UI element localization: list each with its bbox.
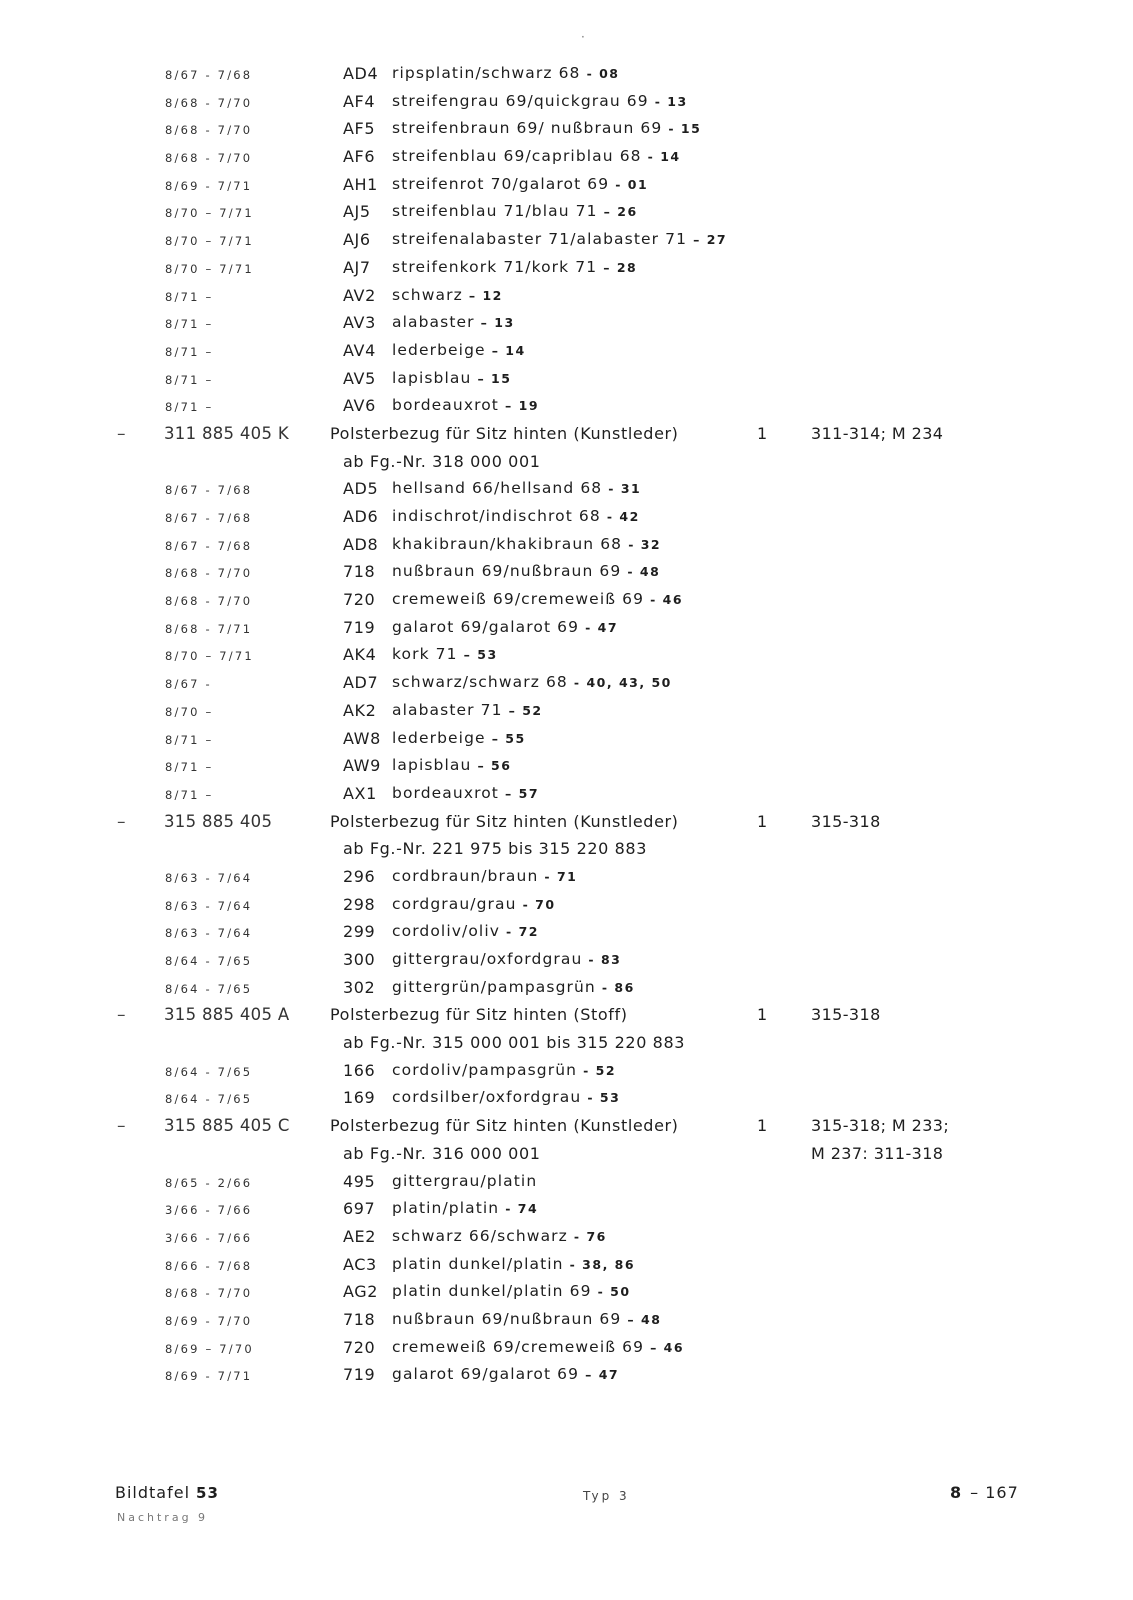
color-number: - 14 — [647, 149, 681, 165]
color-code: 166 — [343, 1060, 376, 1080]
color-number: - 42 — [606, 509, 640, 524]
color-code: AF4 — [343, 91, 376, 111]
color-code: 299 — [343, 922, 376, 942]
variant-row — [0, 479, 1133, 507]
color-code: AX1 — [343, 783, 377, 803]
color-name: nußbraun 69/nußbraun 69 — [392, 1309, 622, 1328]
color-description — [392, 922, 539, 940]
validity-dates: 8/71 – — [165, 289, 214, 304]
variant-row — [0, 950, 1133, 978]
color-description — [392, 1338, 684, 1356]
color-number: – 14 — [491, 342, 526, 358]
color-number: – 26 — [603, 204, 638, 220]
variant-row — [0, 1365, 1133, 1393]
color-description — [392, 895, 556, 913]
color-number: – 28 — [603, 259, 638, 275]
variant-row — [0, 175, 1133, 203]
color-code: AV5 — [343, 368, 376, 388]
color-description — [392, 1255, 635, 1273]
validity-dates: 8/63 - 7/64 — [165, 870, 253, 885]
color-code: AV2 — [343, 285, 376, 305]
validity-dates: 8/66 - 7/68 — [165, 1258, 253, 1273]
part-number: 315 885 405 A — [164, 1005, 290, 1025]
color-name: streifenblau 69/capriblau 68 — [392, 147, 642, 166]
color-description — [392, 701, 543, 719]
validity-dates: 8/68 - 7/70 — [165, 123, 253, 138]
color-name: schwarz/schwarz 68 — [392, 673, 568, 692]
validity-dates: 8/68 - 7/70 — [165, 566, 253, 581]
variant-row — [0, 1227, 1133, 1255]
color-name: platin dunkel/platin 69 — [392, 1282, 592, 1301]
variant-row — [0, 1338, 1133, 1366]
color-number: – 27 — [693, 232, 728, 248]
color-number: – 13 — [480, 315, 515, 331]
color-code: 697 — [343, 1199, 376, 1219]
color-name: galarot 69/galarot 69 — [392, 617, 580, 636]
variant-row — [0, 64, 1133, 92]
parts-list — [0, 64, 1133, 1393]
color-name: alabaster 71 — [392, 700, 503, 719]
part-number: 315 885 405 C — [164, 1116, 290, 1136]
color-description — [392, 950, 621, 968]
part-reference: 311-314; M 234 — [811, 423, 944, 443]
color-description — [392, 1365, 619, 1383]
part-quantity: 1 — [757, 811, 768, 831]
validity-dates: 3/66 - 7/66 — [165, 1230, 253, 1245]
color-description — [392, 507, 640, 525]
variant-row — [0, 119, 1133, 147]
part-row — [0, 424, 1133, 452]
color-code: AK4 — [343, 645, 377, 665]
validity-dates: 8/63 - 7/64 — [165, 898, 253, 913]
validity-dates: 8/70 – 7/71 — [165, 234, 254, 249]
color-number: - 74 — [505, 1201, 539, 1217]
variant-row — [0, 645, 1133, 673]
part-description: Polsterbezug für Sitz hinten (Kunstleder) — [330, 811, 679, 831]
part-quantity: 1 — [757, 423, 768, 443]
color-name: cordgrau/grau — [392, 894, 517, 913]
variant-row — [0, 147, 1133, 175]
validity-dates: 8/71 – — [165, 760, 214, 775]
variant-row — [0, 867, 1133, 895]
variant-row — [0, 535, 1133, 563]
color-name: schwarz — [392, 285, 463, 304]
variant-row — [0, 202, 1133, 230]
color-name: streifenblau 71/blau 71 — [392, 202, 598, 221]
color-code: AD6 — [343, 507, 379, 526]
validity-dates: 8/64 - 7/65 — [165, 981, 253, 996]
variant-row — [0, 286, 1133, 314]
color-description — [392, 313, 515, 331]
variant-row — [0, 1061, 1133, 1089]
color-description — [392, 479, 641, 497]
color-name: gittergrau/platin — [392, 1171, 538, 1190]
color-name: cordbraun/braun — [392, 866, 539, 885]
color-code: 718 — [343, 1309, 376, 1329]
variant-row — [0, 1282, 1133, 1310]
color-number: - 72 — [506, 924, 539, 940]
variant-row — [0, 1088, 1133, 1116]
color-description — [392, 175, 648, 193]
color-number: - 52 — [583, 1062, 617, 1078]
color-number: – 52 — [508, 702, 543, 718]
color-description — [392, 230, 727, 248]
part-description: Polsterbezug für Sitz hinten (Stoff) — [330, 1005, 628, 1025]
color-code: AV4 — [343, 340, 376, 360]
color-number: – 55 — [491, 730, 526, 746]
variant-row — [0, 507, 1133, 535]
validity-dates: 8/71 – — [165, 732, 214, 747]
color-name: cremeweiß 69/cremeweiß 69 — [392, 1337, 645, 1356]
color-code: 719 — [343, 1365, 376, 1385]
color-description — [392, 867, 577, 885]
part-quantity: 1 — [757, 1005, 768, 1025]
variant-row — [0, 895, 1133, 923]
variant-row — [0, 396, 1133, 424]
chassis-range: ab Fg.-Nr. 315 000 001 bis 315 220 883 — [343, 1033, 686, 1053]
color-number: – 15 — [477, 370, 512, 386]
color-number: - 08 — [586, 66, 620, 81]
color-name: streifenkork 71/kork 71 — [392, 257, 598, 276]
color-code: AW9 — [343, 756, 381, 776]
variant-row — [0, 590, 1133, 618]
color-number: – 56 — [477, 758, 512, 774]
validity-dates: 8/64 - 7/65 — [165, 1064, 253, 1079]
part-dash: – — [117, 423, 126, 444]
chassis-range-row — [0, 1144, 1133, 1172]
variant-row — [0, 258, 1133, 286]
footer-plate — [115, 1483, 219, 1502]
color-code: 298 — [343, 894, 376, 914]
part-dash: – — [117, 1005, 126, 1026]
color-name: lapisblau — [392, 368, 472, 387]
validity-dates: 8/70 – 7/71 — [165, 261, 254, 276]
page-number — [950, 1483, 1019, 1502]
part-dash: – — [117, 811, 126, 832]
color-number: - 83 — [588, 952, 622, 967]
color-code: 720 — [343, 1337, 376, 1357]
color-name: indischrot/indischrot 68 — [392, 507, 601, 525]
color-number: – 57 — [505, 785, 540, 801]
color-description — [392, 1282, 631, 1300]
color-number: – 19 — [505, 398, 540, 414]
validity-dates: 8/67 - 7/68 — [165, 68, 253, 82]
color-name: schwarz 66/schwarz — [392, 1226, 568, 1245]
color-description — [392, 396, 539, 414]
validity-dates: 8/68 - 7/70 — [165, 594, 253, 609]
color-description — [392, 562, 660, 580]
color-number: – 12 — [468, 287, 503, 303]
color-description — [392, 64, 620, 82]
validity-dates: 8/63 - 7/64 — [165, 926, 253, 941]
color-name: lederbeige — [392, 728, 486, 747]
color-name: galarot 69/galarot 69 — [392, 1365, 580, 1384]
color-description — [392, 1227, 607, 1245]
variant-row — [0, 784, 1133, 812]
color-name: kork 71 — [392, 645, 458, 664]
variant-row — [0, 978, 1133, 1006]
color-number: - 53 — [587, 1090, 621, 1106]
color-code: AV3 — [343, 313, 376, 333]
color-description — [392, 202, 638, 220]
color-name: cordoliv/pampasgrün — [392, 1060, 578, 1079]
color-name: streifengrau 69/quickgrau 69 — [392, 91, 649, 110]
part-dash: – — [117, 1116, 126, 1137]
color-description — [392, 369, 511, 387]
color-number: – 48 — [627, 1311, 662, 1327]
validity-dates: 8/71 – — [165, 787, 214, 802]
color-code: AF6 — [343, 147, 376, 167]
part-quantity: 1 — [757, 1116, 768, 1136]
page-section: 8 — [950, 1483, 963, 1502]
variant-row — [0, 618, 1133, 646]
color-description — [392, 92, 688, 110]
color-code: 302 — [343, 977, 376, 997]
validity-dates: 8/70 – — [165, 704, 214, 719]
color-description — [392, 258, 637, 276]
validity-dates: 8/68 - 7/70 — [165, 151, 253, 166]
variant-row — [0, 1310, 1133, 1338]
validity-dates: 8/70 – 7/71 — [165, 649, 254, 664]
part-row — [0, 812, 1133, 840]
color-code: AF5 — [343, 119, 376, 139]
color-number: - 15 — [668, 121, 702, 137]
validity-dates: 8/70 – 7/71 — [165, 206, 254, 221]
color-number: - 71 — [544, 868, 578, 884]
part-number: 315 885 405 — [164, 811, 273, 831]
variant-row — [0, 756, 1133, 784]
part-description: Polsterbezug für Sitz hinten (Kunstleder) — [330, 1116, 679, 1136]
color-number: - 40, 43, 50 — [573, 675, 672, 691]
color-code: 720 — [343, 590, 376, 610]
chassis-range: ab Fg.-Nr. 221 975 bis 315 220 883 — [343, 839, 647, 859]
variant-row — [0, 922, 1133, 950]
color-name: alabaster — [392, 313, 475, 332]
color-code: 300 — [343, 950, 376, 969]
validity-dates: 8/69 – 7/70 — [165, 1341, 254, 1356]
plate-number: 53 — [196, 1484, 219, 1502]
color-name: platin dunkel/platin — [392, 1254, 564, 1273]
validity-dates: 8/67 - 7/68 — [165, 538, 253, 553]
color-name: streifenrot 70/galarot 69 — [392, 174, 610, 193]
color-number: - 13 — [654, 93, 688, 109]
validity-dates: 8/65 - 2/66 — [165, 1175, 253, 1190]
color-name: bordeauxrot — [392, 783, 499, 802]
page-num: – 167 — [970, 1483, 1019, 1502]
variant-row — [0, 1199, 1133, 1227]
part-row — [0, 1005, 1133, 1033]
color-number: - 31 — [608, 481, 642, 497]
color-description — [392, 1061, 616, 1079]
variant-row — [0, 701, 1133, 729]
validity-dates: 8/64 - 7/65 — [165, 1092, 253, 1107]
color-name: ripsplatin/schwarz 68 — [392, 64, 581, 82]
color-number: - 70 — [522, 896, 556, 912]
validity-dates: 8/64 - 7/65 — [165, 954, 253, 968]
color-number: - 50 — [597, 1284, 631, 1300]
color-description — [392, 590, 683, 608]
color-number: – 46 — [650, 1339, 685, 1355]
color-description — [392, 729, 526, 747]
part-reference: 315-318 — [811, 1005, 881, 1025]
variant-row — [0, 1172, 1133, 1200]
validity-dates: 8/71 – — [165, 344, 214, 359]
part-reference: 315-318 — [811, 811, 881, 831]
color-description — [392, 784, 539, 802]
color-code: AW8 — [343, 728, 381, 748]
chassis-range-row — [0, 839, 1133, 867]
color-code: AJ5 — [343, 202, 371, 222]
color-code: AH1 — [343, 174, 378, 194]
color-name: cordsilber/oxfordgrau — [392, 1088, 582, 1107]
color-code: AC3 — [343, 1254, 377, 1274]
plate-label: Bildtafel — [115, 1483, 191, 1502]
variant-row — [0, 562, 1133, 590]
validity-dates: 8/71 – — [165, 400, 214, 415]
color-code: 495 — [343, 1171, 376, 1191]
color-number: - 32 — [628, 536, 662, 552]
color-name: lapisblau — [392, 756, 472, 775]
validity-dates: 8/71 – — [165, 372, 214, 387]
variant-row — [0, 92, 1133, 120]
chassis-range-row — [0, 452, 1133, 480]
color-name: gittergrau/oxfordgrau — [392, 950, 583, 968]
variant-row — [0, 230, 1133, 258]
color-name: lederbeige — [392, 340, 486, 359]
color-number: - 47 — [585, 619, 619, 635]
color-description — [392, 147, 681, 165]
color-name: khakibraun/khakibraun 68 — [392, 534, 623, 553]
color-name: streifenalabaster 71/alabaster 71 — [392, 230, 688, 249]
color-code: AE2 — [343, 1226, 377, 1246]
validity-dates: 8/68 - 7/70 — [165, 1286, 253, 1301]
color-description — [392, 618, 618, 636]
color-code: AV6 — [343, 396, 376, 416]
color-description — [392, 978, 635, 996]
color-number: - 86 — [601, 979, 635, 995]
color-code: 169 — [343, 1088, 376, 1108]
color-description — [392, 286, 503, 304]
color-code: 718 — [343, 562, 376, 582]
validity-dates: 8/71 – — [165, 317, 214, 332]
color-code: 296 — [343, 866, 376, 886]
variant-row — [0, 729, 1133, 757]
color-name: gittergrün/pampasgrün — [392, 977, 596, 996]
color-description — [392, 1172, 537, 1190]
variant-row — [0, 1255, 1133, 1283]
color-description — [392, 645, 498, 663]
validity-dates: 8/69 - 7/70 — [165, 1313, 253, 1328]
type-label: Typ 3 — [583, 1489, 630, 1503]
header-mark: · — [581, 30, 585, 44]
color-number: - 76 — [573, 1228, 607, 1244]
variant-row — [0, 341, 1133, 369]
color-number: – 53 — [463, 647, 498, 663]
chassis-range: ab Fg.-Nr. 318 000 001 — [343, 451, 541, 471]
validity-dates: 3/66 - 7/66 — [165, 1203, 253, 1218]
supplement-note: Nachtrag 9 — [117, 1511, 209, 1524]
color-name: cordoliv/oliv — [392, 922, 501, 941]
color-code: AD7 — [343, 673, 379, 693]
color-name: cremeweiß 69/cremeweiß 69 — [392, 590, 645, 609]
color-number: - 46 — [650, 592, 684, 608]
variant-row — [0, 673, 1133, 701]
validity-dates: 8/67 - 7/68 — [165, 511, 253, 525]
chassis-range-row — [0, 1033, 1133, 1061]
color-name: hellsand 66/hellsand 68 — [392, 479, 603, 498]
color-code: AJ7 — [343, 257, 371, 277]
part-number: 311 885 405 K — [164, 423, 289, 443]
color-code: AJ6 — [343, 230, 371, 250]
color-code: 719 — [343, 617, 376, 637]
variant-row — [0, 313, 1133, 341]
color-number: - 38, 86 — [569, 1256, 636, 1272]
color-description — [392, 1088, 620, 1106]
color-description — [392, 1310, 661, 1328]
color-code: AD4 — [343, 64, 379, 83]
color-number: - 48 — [627, 564, 661, 580]
color-description — [392, 341, 526, 359]
validity-dates: 8/67 - 7/68 — [165, 483, 253, 498]
validity-dates: 8/68 - 7/70 — [165, 95, 253, 110]
validity-dates: 8/68 - 7/71 — [165, 621, 253, 636]
validity-dates: 8/67 - — [165, 677, 212, 692]
color-description — [392, 673, 672, 691]
validity-dates: 8/69 - 7/71 — [165, 178, 253, 193]
color-description — [392, 1199, 538, 1217]
color-name: streifenbraun 69/ nußbraun 69 — [392, 119, 663, 138]
color-name: platin/platin — [392, 1199, 500, 1218]
variant-row — [0, 369, 1133, 397]
color-code: AD8 — [343, 534, 379, 554]
color-number: – 47 — [585, 1367, 620, 1383]
color-description — [392, 535, 661, 553]
color-description — [392, 756, 511, 774]
color-number: - 01 — [615, 176, 649, 192]
part-row — [0, 1116, 1133, 1144]
color-description — [392, 119, 701, 137]
part-reference: M 237: 311-318 — [811, 1143, 944, 1163]
part-description: Polsterbezug für Sitz hinten (Kunstleder) — [330, 423, 679, 443]
validity-dates: 8/69 - 7/71 — [165, 1369, 253, 1384]
part-reference: 315-318; M 233; — [811, 1116, 950, 1136]
color-code: AD5 — [343, 479, 379, 499]
color-name: nußbraun 69/nußbraun 69 — [392, 562, 622, 581]
color-code: AK2 — [343, 700, 377, 720]
color-name: bordeauxrot — [392, 396, 499, 415]
color-code: AG2 — [343, 1282, 379, 1302]
chassis-range: ab Fg.-Nr. 316 000 001 — [343, 1143, 541, 1163]
